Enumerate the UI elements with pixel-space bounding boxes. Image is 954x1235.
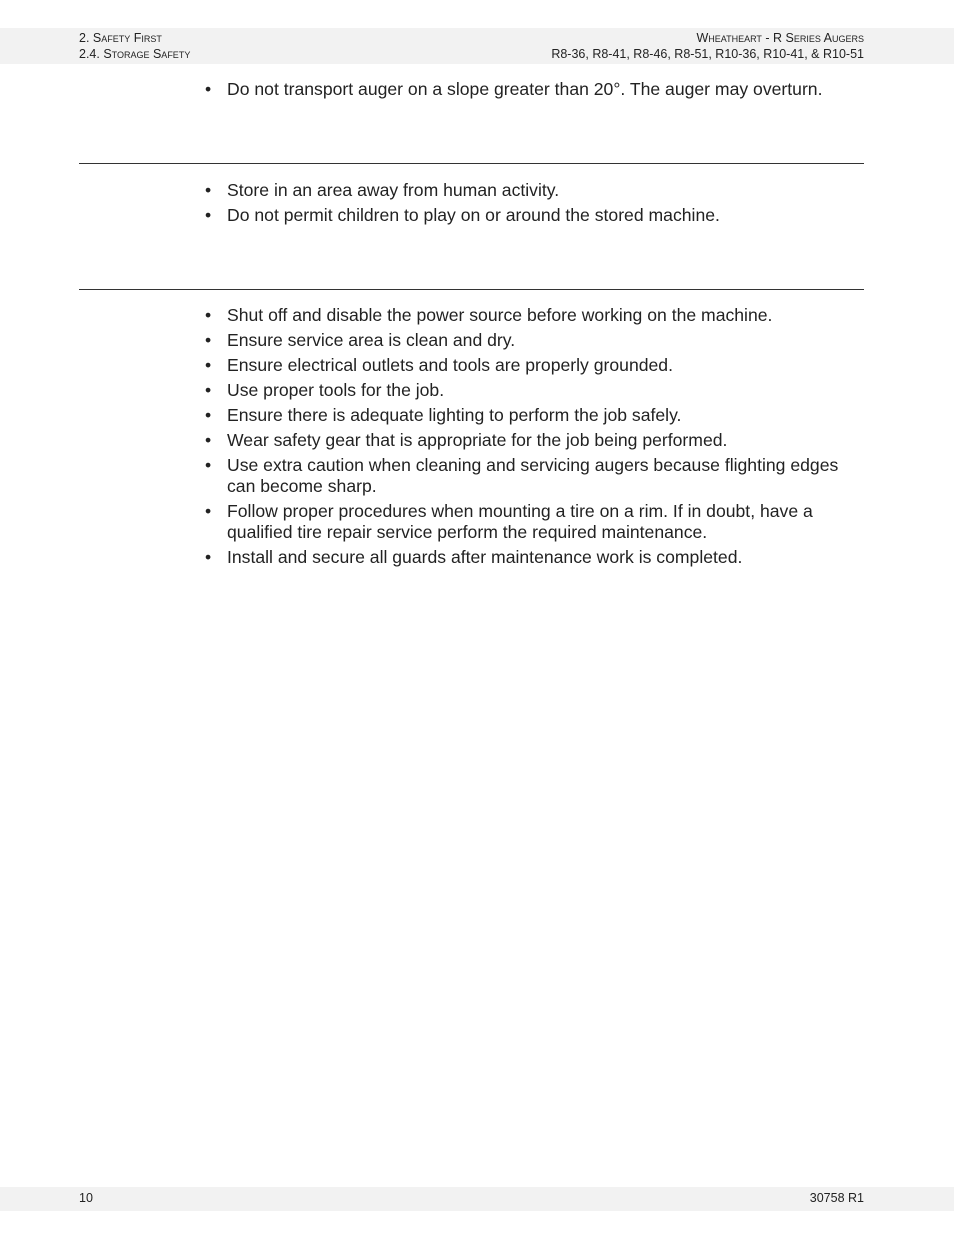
list-item xyxy=(205,180,865,201)
document-number: 30758 R1 xyxy=(809,1191,864,1205)
bullet-icon: • xyxy=(205,79,212,99)
list-item xyxy=(205,305,865,326)
list-item xyxy=(205,501,865,543)
list-item-text: Wear safety gear that is appropriate for the job being performed. xyxy=(227,430,728,450)
header-right xyxy=(551,30,864,62)
list-item-text: Ensure electrical outlets and tools are properly grounded. xyxy=(227,355,673,375)
header-section: 2.4. Storage Safety xyxy=(79,47,191,61)
page-number: 10 xyxy=(79,1191,93,1205)
section-divider xyxy=(79,163,864,164)
bullet-icon: • xyxy=(205,305,212,325)
header-models: R8-36, R8-41, R8-46, R8-51, R10-36, R10-41, & R10-51 xyxy=(551,47,864,61)
list-item-text: Do not transport auger on a slope greater than 20°. The auger may overturn. xyxy=(227,79,823,99)
list-item xyxy=(205,430,865,451)
list-item xyxy=(205,380,865,401)
transport-bullet-list xyxy=(205,79,865,100)
list-item-text: Shut off and disable the power source before working on the machine. xyxy=(227,305,773,325)
list-item-text: Use proper tools for the job. xyxy=(227,380,445,400)
maintenance-section xyxy=(205,305,865,572)
bullet-icon: • xyxy=(205,355,212,375)
list-item xyxy=(205,547,865,568)
transport-section xyxy=(205,79,865,104)
list-item xyxy=(205,330,865,351)
bullet-icon: • xyxy=(205,455,212,475)
list-item xyxy=(205,455,865,497)
storage-bullet-list xyxy=(205,180,865,226)
bullet-icon: • xyxy=(205,180,212,200)
bullet-icon: • xyxy=(205,205,212,225)
bullet-icon: • xyxy=(205,405,212,425)
bullet-icon: • xyxy=(205,547,212,567)
header-chapter: 2. Safety First xyxy=(79,31,162,45)
list-item-text: Do not permit children to play on or around the stored machine. xyxy=(227,205,720,225)
page-header xyxy=(0,28,954,64)
list-item-text: Install and secure all guards after maintenance work is completed. xyxy=(227,547,743,567)
header-left xyxy=(79,30,190,62)
bullet-icon: • xyxy=(205,330,212,350)
list-item-text: Ensure there is adequate lighting to perform the job safely. xyxy=(227,405,682,425)
bullet-icon: • xyxy=(205,380,212,400)
page-footer xyxy=(0,1187,954,1211)
list-item xyxy=(205,205,865,226)
maintenance-bullet-list xyxy=(205,305,865,568)
header-product: Wheatheart - R Series Augers xyxy=(696,31,864,45)
storage-section xyxy=(205,180,865,230)
list-item-text: Store in an area away from human activity. xyxy=(227,180,560,200)
list-item xyxy=(205,355,865,376)
list-item-text: Use extra caution when cleaning and servicing augers because flighting edges can become sharp. xyxy=(227,455,839,496)
list-item-text: Ensure service area is clean and dry. xyxy=(227,330,516,350)
list-item xyxy=(205,405,865,426)
list-item xyxy=(205,79,865,100)
section-divider xyxy=(79,289,864,290)
list-item-text: Follow proper procedures when mounting a tire on a rim. If in doubt, have a qualified tire repair service perform the required maintenance. xyxy=(227,501,813,542)
bullet-icon: • xyxy=(205,430,212,450)
bullet-icon: • xyxy=(205,501,212,521)
